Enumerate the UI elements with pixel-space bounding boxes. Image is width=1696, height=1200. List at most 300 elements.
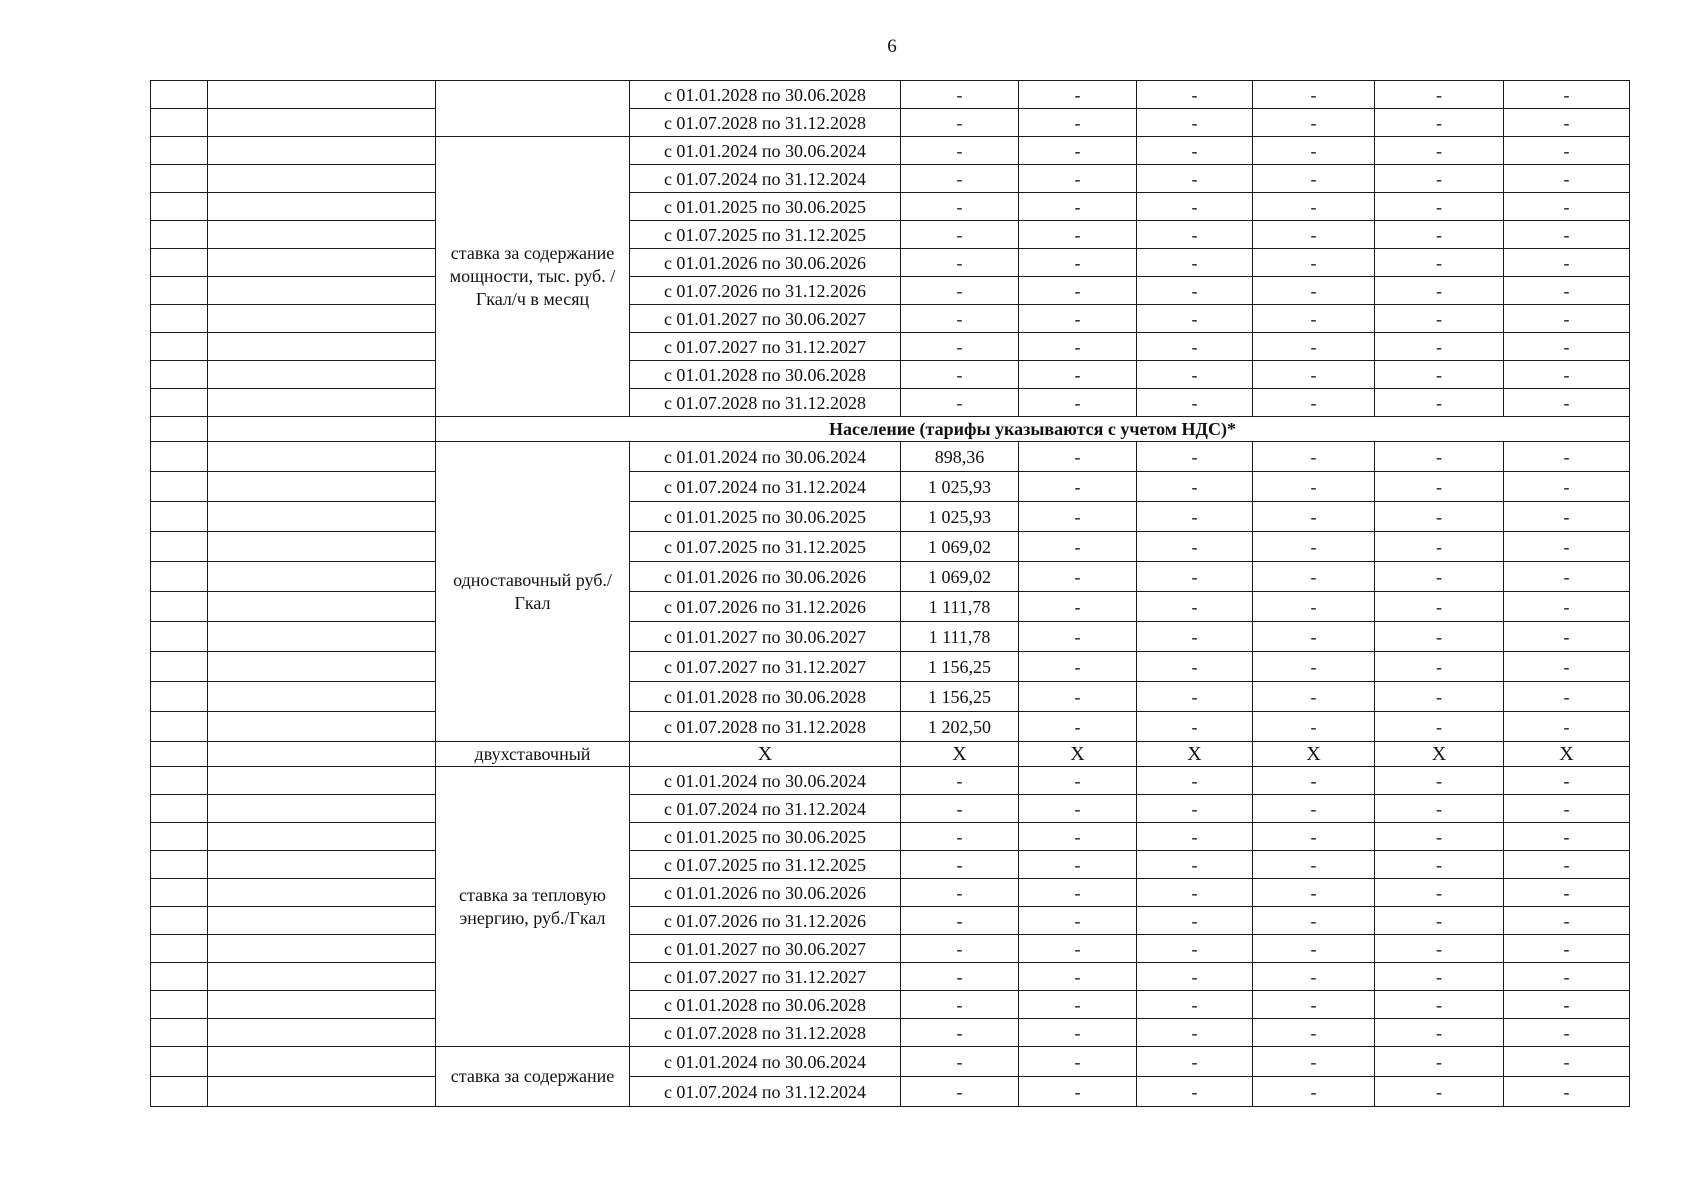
value-cell: - — [1375, 652, 1504, 682]
value-cell: - — [1019, 81, 1137, 109]
value-cell: - — [901, 991, 1019, 1019]
value-cell: - — [1253, 767, 1375, 795]
table-row — [151, 1077, 1630, 1107]
value-cell: - — [1137, 652, 1253, 682]
row-number-cell — [151, 823, 208, 851]
organization-cell — [208, 361, 436, 389]
value-cell: - — [1253, 907, 1375, 935]
value-cell: - — [901, 109, 1019, 137]
organization-cell — [208, 622, 436, 652]
value-cell: - — [1504, 851, 1630, 879]
x-mark-cell: Х — [1375, 742, 1504, 767]
value-cell: - — [1375, 622, 1504, 652]
value-cell: - — [1375, 592, 1504, 622]
table-row — [151, 652, 1630, 682]
organization-cell — [208, 652, 436, 682]
table-row — [151, 991, 1630, 1019]
value-cell: - — [1019, 879, 1137, 907]
value-cell: - — [1019, 502, 1137, 532]
value-cell: - — [1253, 221, 1375, 249]
page-number: 6 — [887, 36, 897, 57]
value-cell: - — [901, 193, 1019, 221]
value-cell: - — [1375, 333, 1504, 361]
row-number-cell — [151, 137, 208, 165]
period-cell: с 01.01.2025 по 30.06.2025 — [630, 502, 901, 532]
organization-cell — [208, 1047, 436, 1077]
value-cell: - — [1375, 193, 1504, 221]
value-cell: - — [1019, 472, 1137, 502]
period-cell: с 01.01.2027 по 30.06.2027 — [630, 305, 901, 333]
organization-cell — [208, 879, 436, 907]
table-row — [151, 562, 1630, 592]
value-cell: - — [1019, 389, 1137, 417]
value-cell: - — [1504, 472, 1630, 502]
value-cell: - — [1253, 682, 1375, 712]
period-cell: с 01.07.2027 по 31.12.2027 — [630, 652, 901, 682]
value-cell: - — [1137, 137, 1253, 165]
row-number-cell — [151, 221, 208, 249]
period-cell: с 01.01.2027 по 30.06.2027 — [630, 622, 901, 652]
value-cell: - — [1375, 935, 1504, 963]
organization-cell — [208, 907, 436, 935]
value-cell: - — [1137, 277, 1253, 305]
organization-cell — [208, 712, 436, 742]
value-cell: - — [1253, 622, 1375, 652]
row-number-cell — [151, 879, 208, 907]
value-cell: - — [1019, 442, 1137, 472]
value-cell: - — [1504, 795, 1630, 823]
value-cell: - — [901, 249, 1019, 277]
row-number-cell — [151, 193, 208, 221]
period-cell: с 01.07.2026 по 31.12.2026 — [630, 907, 901, 935]
value-cell: - — [1253, 823, 1375, 851]
value-cell: - — [1253, 502, 1375, 532]
value-cell: - — [901, 277, 1019, 305]
value-cell: - — [1019, 277, 1137, 305]
value-cell: - — [1019, 221, 1137, 249]
value-cell: - — [1137, 879, 1253, 907]
value-cell: - — [1375, 795, 1504, 823]
value-cell: - — [1375, 442, 1504, 472]
period-cell: с 01.07.2028 по 31.12.2028 — [630, 109, 901, 137]
value-cell: - — [1137, 472, 1253, 502]
value-cell: - — [1375, 879, 1504, 907]
table-row — [151, 532, 1630, 562]
value-cell: - — [1375, 221, 1504, 249]
value-cell: - — [1504, 562, 1630, 592]
value-cell: - — [1137, 1077, 1253, 1107]
period-cell: с 01.01.2024 по 30.06.2024 — [630, 137, 901, 165]
tariff-type-cell: одноставочный руб./Гкал — [436, 442, 630, 742]
period-cell: с 01.07.2024 по 31.12.2024 — [630, 1077, 901, 1107]
value-cell: - — [1137, 532, 1253, 562]
value-cell: - — [1019, 935, 1137, 963]
x-mark-cell: Х — [1504, 742, 1630, 767]
value-cell: - — [1137, 935, 1253, 963]
value-cell: - — [901, 333, 1019, 361]
value-cell: 1 069,02 — [901, 532, 1019, 562]
period-cell: с 01.07.2025 по 31.12.2025 — [630, 221, 901, 249]
value-cell: - — [1019, 712, 1137, 742]
row-number-cell — [151, 935, 208, 963]
value-cell: - — [1019, 193, 1137, 221]
row-number-cell — [151, 851, 208, 879]
value-cell: - — [1137, 712, 1253, 742]
organization-cell — [208, 333, 436, 361]
period-cell: с 01.01.2028 по 30.06.2028 — [630, 81, 901, 109]
value-cell: - — [1137, 682, 1253, 712]
organization-cell — [208, 592, 436, 622]
value-cell: - — [1504, 221, 1630, 249]
value-cell: - — [901, 963, 1019, 991]
value-cell: - — [1137, 1047, 1253, 1077]
value-cell: - — [1019, 622, 1137, 652]
value-cell: - — [1253, 137, 1375, 165]
row-number-cell — [151, 963, 208, 991]
row-number-cell — [151, 502, 208, 532]
value-cell: - — [1137, 851, 1253, 879]
x-mark-cell: Х — [901, 742, 1019, 767]
value-cell: - — [901, 1047, 1019, 1077]
value-cell: - — [1504, 532, 1630, 562]
value-cell: - — [1375, 851, 1504, 879]
value-cell: - — [1375, 682, 1504, 712]
x-mark-cell: Х — [1137, 742, 1253, 767]
table-row — [151, 81, 1630, 109]
organization-cell — [208, 532, 436, 562]
row-number-cell — [151, 361, 208, 389]
value-cell: - — [1504, 109, 1630, 137]
table-row — [151, 682, 1630, 712]
table-row — [151, 963, 1630, 991]
value-cell: - — [1253, 389, 1375, 417]
row-number-cell — [151, 249, 208, 277]
period-cell: с 01.07.2028 по 31.12.2028 — [630, 1019, 901, 1047]
value-cell: - — [1504, 277, 1630, 305]
period-cell: с 01.07.2028 по 31.12.2028 — [630, 712, 901, 742]
row-number-cell — [151, 742, 208, 767]
value-cell: - — [1137, 389, 1253, 417]
value-cell: 1 156,25 — [901, 652, 1019, 682]
value-cell: - — [1019, 795, 1137, 823]
tariff-table — [150, 80, 1630, 1107]
value-cell: 1 111,78 — [901, 622, 1019, 652]
organization-cell — [208, 1077, 436, 1107]
value-cell: - — [901, 389, 1019, 417]
organization-cell — [208, 562, 436, 592]
x-mark-cell: Х — [1019, 742, 1137, 767]
section-header: Население (тарифы указываются с учетом НДС)* — [436, 417, 1630, 442]
table-row — [151, 742, 1630, 767]
value-cell: - — [1019, 109, 1137, 137]
value-cell: - — [901, 1019, 1019, 1047]
value-cell: - — [1504, 991, 1630, 1019]
table-row — [151, 277, 1630, 305]
value-cell: - — [1137, 1019, 1253, 1047]
row-number-cell — [151, 767, 208, 795]
period-cell: с 01.01.2028 по 30.06.2028 — [630, 991, 901, 1019]
period-cell: с 01.07.2026 по 31.12.2026 — [630, 592, 901, 622]
value-cell: - — [1504, 823, 1630, 851]
period-cell: с 01.01.2028 по 30.06.2028 — [630, 361, 901, 389]
value-cell: - — [1019, 1019, 1137, 1047]
value-cell: - — [901, 879, 1019, 907]
table-row — [151, 767, 1630, 795]
value-cell: - — [1137, 963, 1253, 991]
value-cell: - — [1253, 592, 1375, 622]
organization-cell — [208, 991, 436, 1019]
value-cell: - — [901, 851, 1019, 879]
table-row — [151, 442, 1630, 472]
table-body — [151, 81, 1630, 1107]
table-row — [151, 333, 1630, 361]
period-cell: с 01.07.2025 по 31.12.2025 — [630, 532, 901, 562]
table-row — [151, 109, 1630, 137]
table-row — [151, 907, 1630, 935]
organization-cell — [208, 442, 436, 472]
row-number-cell — [151, 389, 208, 417]
value-cell: - — [1504, 333, 1630, 361]
value-cell: - — [901, 81, 1019, 109]
value-cell: - — [1253, 277, 1375, 305]
value-cell: - — [1019, 532, 1137, 562]
value-cell: - — [1504, 389, 1630, 417]
value-cell: - — [1019, 333, 1137, 361]
value-cell: - — [1253, 991, 1375, 1019]
value-cell: - — [1253, 879, 1375, 907]
value-cell: - — [901, 305, 1019, 333]
row-number-cell — [151, 1019, 208, 1047]
value-cell: - — [1253, 109, 1375, 137]
tariff-type-cell: ставка за содержание — [436, 1047, 630, 1107]
table-row — [151, 361, 1630, 389]
table-row — [151, 712, 1630, 742]
value-cell: - — [1019, 851, 1137, 879]
organization-cell — [208, 137, 436, 165]
tariff-type-cell — [436, 81, 630, 137]
value-cell: - — [1019, 963, 1137, 991]
value-cell: - — [1137, 305, 1253, 333]
value-cell: - — [1375, 361, 1504, 389]
value-cell: - — [1253, 963, 1375, 991]
value-cell: - — [901, 1077, 1019, 1107]
organization-cell — [208, 193, 436, 221]
row-number-cell — [151, 472, 208, 502]
table-row — [151, 851, 1630, 879]
value-cell: - — [1504, 622, 1630, 652]
row-number-cell — [151, 165, 208, 193]
value-cell: - — [1504, 1077, 1630, 1107]
value-cell: - — [1137, 502, 1253, 532]
value-cell: 1 069,02 — [901, 562, 1019, 592]
value-cell: - — [901, 935, 1019, 963]
period-cell: с 01.01.2026 по 30.06.2026 — [630, 562, 901, 592]
value-cell: - — [1137, 193, 1253, 221]
organization-cell — [208, 417, 436, 442]
value-cell: - — [1137, 562, 1253, 592]
period-cell: с 01.01.2024 по 30.06.2024 — [630, 442, 901, 472]
organization-cell — [208, 277, 436, 305]
value-cell: - — [1253, 333, 1375, 361]
value-cell: - — [1253, 712, 1375, 742]
value-cell: - — [1504, 935, 1630, 963]
row-number-cell — [151, 592, 208, 622]
value-cell: - — [1019, 562, 1137, 592]
value-cell: - — [1019, 305, 1137, 333]
value-cell: - — [1504, 361, 1630, 389]
row-number-cell — [151, 907, 208, 935]
organization-cell — [208, 823, 436, 851]
row-number-cell — [151, 81, 208, 109]
value-cell: - — [1019, 652, 1137, 682]
value-cell: - — [1253, 81, 1375, 109]
table-row — [151, 622, 1630, 652]
row-number-cell — [151, 277, 208, 305]
period-cell: с 01.07.2025 по 31.12.2025 — [630, 851, 901, 879]
value-cell: 1 202,50 — [901, 712, 1019, 742]
value-cell: - — [1504, 81, 1630, 109]
value-cell: - — [1504, 907, 1630, 935]
period-cell: с 01.01.2024 по 30.06.2024 — [630, 1047, 901, 1077]
value-cell: - — [1253, 652, 1375, 682]
value-cell: - — [1375, 109, 1504, 137]
value-cell: - — [1375, 963, 1504, 991]
value-cell: - — [1019, 592, 1137, 622]
value-cell: - — [901, 137, 1019, 165]
row-number-cell — [151, 795, 208, 823]
row-number-cell — [151, 712, 208, 742]
period-cell: с 01.07.2028 по 31.12.2028 — [630, 389, 901, 417]
period-cell: с 01.01.2025 по 30.06.2025 — [630, 823, 901, 851]
section-row — [151, 417, 1630, 442]
row-number-cell — [151, 109, 208, 137]
period-cell: с 01.01.2026 по 30.06.2026 — [630, 879, 901, 907]
table-row — [151, 389, 1630, 417]
value-cell: - — [901, 823, 1019, 851]
value-cell: - — [1504, 249, 1630, 277]
value-cell: - — [1504, 592, 1630, 622]
period-cell: с 01.07.2026 по 31.12.2026 — [630, 277, 901, 305]
value-cell: 898,36 — [901, 442, 1019, 472]
period-cell: с 01.01.2025 по 30.06.2025 — [630, 193, 901, 221]
value-cell: - — [1253, 1077, 1375, 1107]
value-cell: - — [1019, 165, 1137, 193]
row-number-cell — [151, 442, 208, 472]
organization-cell — [208, 81, 436, 109]
value-cell: 1 025,93 — [901, 502, 1019, 532]
value-cell: - — [1253, 193, 1375, 221]
value-cell: - — [1504, 963, 1630, 991]
value-cell: 1 111,78 — [901, 592, 1019, 622]
value-cell: - — [1375, 165, 1504, 193]
value-cell: - — [901, 221, 1019, 249]
value-cell: - — [1253, 361, 1375, 389]
value-cell: - — [1375, 712, 1504, 742]
value-cell: - — [1253, 562, 1375, 592]
value-cell: - — [1504, 652, 1630, 682]
x-mark-cell: Х — [1253, 742, 1375, 767]
value-cell: - — [1504, 879, 1630, 907]
value-cell: - — [1504, 1047, 1630, 1077]
value-cell: - — [1137, 823, 1253, 851]
value-cell: - — [1137, 165, 1253, 193]
period-cell: с 01.07.2027 по 31.12.2027 — [630, 333, 901, 361]
table-row — [151, 592, 1630, 622]
table-row — [151, 1047, 1630, 1077]
period-cell: с 01.07.2024 по 31.12.2024 — [630, 472, 901, 502]
value-cell: - — [1137, 109, 1253, 137]
organization-cell — [208, 935, 436, 963]
tariff-type-cell: двухставочный — [436, 742, 630, 767]
value-cell: - — [1375, 137, 1504, 165]
value-cell: - — [1253, 472, 1375, 502]
value-cell: - — [1375, 562, 1504, 592]
value-cell: - — [1253, 305, 1375, 333]
period-cell: с 01.07.2024 по 31.12.2024 — [630, 795, 901, 823]
value-cell: - — [1253, 851, 1375, 879]
value-cell: - — [1019, 991, 1137, 1019]
value-cell: - — [1137, 622, 1253, 652]
value-cell: - — [1375, 991, 1504, 1019]
value-cell: - — [1375, 305, 1504, 333]
row-number-cell — [151, 622, 208, 652]
row-number-cell — [151, 333, 208, 361]
value-cell: - — [1375, 502, 1504, 532]
table-row — [151, 137, 1630, 165]
table-row — [151, 305, 1630, 333]
value-cell: - — [1019, 823, 1137, 851]
value-cell: - — [1019, 361, 1137, 389]
row-number-cell — [151, 1077, 208, 1107]
value-cell: - — [901, 767, 1019, 795]
organization-cell — [208, 389, 436, 417]
value-cell: - — [1137, 442, 1253, 472]
value-cell: - — [1137, 795, 1253, 823]
value-cell: - — [1137, 333, 1253, 361]
organization-cell — [208, 109, 436, 137]
value-cell: - — [1137, 592, 1253, 622]
row-number-cell — [151, 417, 208, 442]
period-cell: с 01.07.2024 по 31.12.2024 — [630, 165, 901, 193]
table-row — [151, 823, 1630, 851]
value-cell: - — [1137, 991, 1253, 1019]
period-cell: с 01.01.2027 по 30.06.2027 — [630, 935, 901, 963]
organization-cell — [208, 767, 436, 795]
value-cell: - — [1375, 907, 1504, 935]
value-cell: - — [1019, 137, 1137, 165]
value-cell: 1 156,25 — [901, 682, 1019, 712]
value-cell: - — [1504, 442, 1630, 472]
value-cell: - — [1253, 249, 1375, 277]
value-cell: - — [901, 907, 1019, 935]
table-row — [151, 165, 1630, 193]
value-cell: - — [1019, 1047, 1137, 1077]
value-cell: - — [1375, 532, 1504, 562]
value-cell: - — [1504, 1019, 1630, 1047]
organization-cell — [208, 795, 436, 823]
value-cell: - — [1137, 767, 1253, 795]
table-row — [151, 502, 1630, 532]
value-cell: - — [1253, 532, 1375, 562]
value-cell: - — [1504, 137, 1630, 165]
x-mark-cell: Х — [630, 742, 901, 767]
value-cell: - — [1253, 1019, 1375, 1047]
value-cell: - — [1019, 907, 1137, 935]
organization-cell — [208, 221, 436, 249]
value-cell: - — [1375, 249, 1504, 277]
value-cell: - — [1375, 767, 1504, 795]
organization-cell — [208, 851, 436, 879]
